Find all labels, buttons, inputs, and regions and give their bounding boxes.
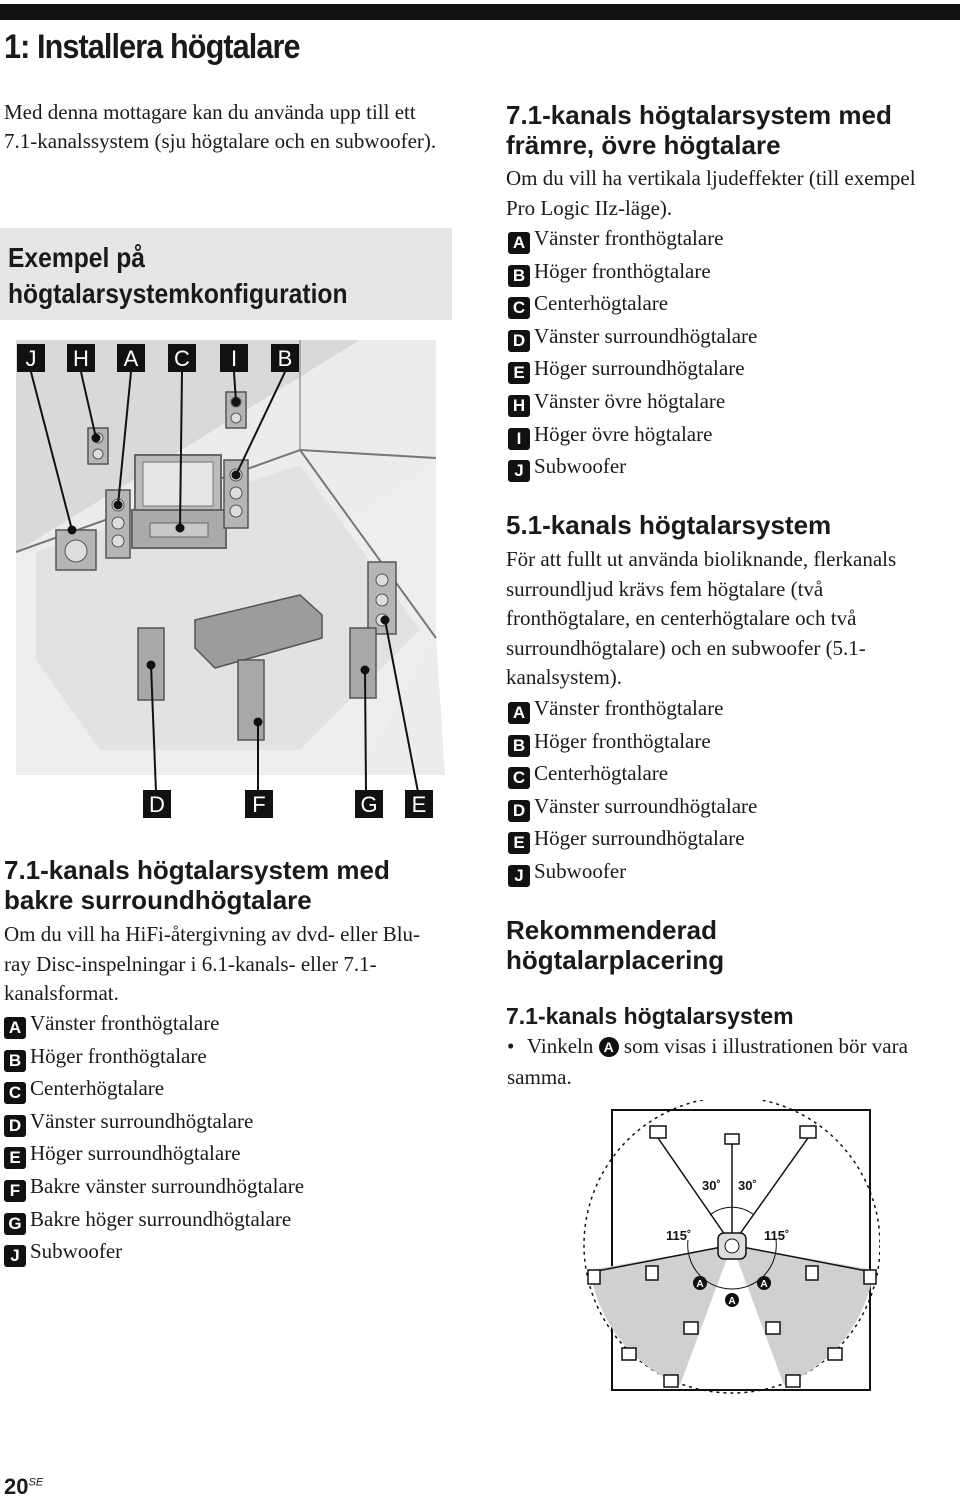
back-surround-list (4, 1007, 304, 1268)
list-item: J Subwoofer (508, 855, 757, 888)
badge-a: A (508, 232, 530, 254)
angle-a-symbol: A (599, 1037, 619, 1057)
example-heading-box (0, 228, 452, 320)
badge-b: B (508, 265, 530, 287)
label-b: B (277, 346, 293, 371)
label-h: H (73, 346, 89, 371)
badge-e: E (508, 832, 530, 854)
badge-d: D (4, 1115, 26, 1137)
badge-d: D (508, 800, 530, 822)
angle-30-right: 30˚ (738, 1178, 757, 1193)
badge-a: A (4, 1017, 26, 1039)
back-surround-text: Om du vill ha HiFi-återgivning av dvd- eller Blu-ray Disc-inspelningar i 6.1-kanals- eller 7.1-kanalsformat. (4, 922, 421, 1005)
recommended-heading: Rekommenderad högtalarplacering (506, 915, 725, 975)
badge-e: E (508, 362, 530, 384)
list-item: J Subwoofer (508, 450, 757, 483)
badge-c: C (4, 1082, 26, 1104)
label-a: A (123, 346, 139, 371)
list-item: E Höger surroundhögtalare (508, 822, 757, 855)
label-g: G (360, 792, 378, 817)
label-j: J (25, 346, 37, 371)
list-item: G Bakre höger surroundhögtalare (4, 1203, 304, 1236)
list-item: B Höger fronthögtalare (508, 255, 757, 288)
front-high-heading: 7.1-kanals högtalarsystem med främre, övre högtalare (506, 100, 892, 160)
badge-e: E (4, 1147, 26, 1169)
list-item: F Bakre vänster surroundhögtalare (4, 1170, 304, 1203)
list-item: E Höger surroundhögtalare (508, 352, 757, 385)
recommended-subheading: 7.1-kanals högtalarsystem (506, 1003, 794, 1029)
label-i: I (230, 346, 238, 371)
label-c: C (174, 346, 190, 371)
badge-j: J (508, 865, 530, 887)
list-item: B Höger fronthögtalare (4, 1040, 304, 1073)
list-item: D Vänster surroundhögtalare (508, 790, 757, 823)
list-item: A Vänster fronthögtalare (508, 222, 757, 255)
angle-marker-a: A (760, 1279, 768, 1290)
badge-h: H (508, 395, 530, 417)
list-item: I Höger övre högtalare (508, 418, 757, 451)
intro-text: Med denna mottagare kan du använda upp till ett 7.1-kanalssystem (sju högtalare och en subwoofer). (4, 100, 437, 153)
list-item: C Centerhögtalare (508, 287, 757, 320)
example-heading: Exempel på högtalarsystemkonfiguration (8, 242, 348, 309)
badge-f: F (4, 1180, 26, 1202)
list-item: A Vänster fronthögtalare (508, 692, 757, 725)
angle-marker-a: A (728, 1296, 736, 1307)
badge-d: D (508, 330, 530, 352)
badge-a: A (508, 702, 530, 724)
five-one-heading: 5.1-kanals högtalarsystem (506, 510, 832, 540)
five-one-list (508, 692, 757, 888)
angle-115-right: 115˚ (764, 1228, 790, 1243)
badge-b: B (508, 735, 530, 757)
back-surround-heading: 7.1-kanals högtalarsystem med bakre surroundhögtalare (4, 855, 390, 915)
front-high-list (508, 222, 757, 483)
angle-marker-a: A (696, 1279, 704, 1290)
list-item: H Vänster övre högtalare (508, 385, 757, 418)
speaker-placement-diagram (560, 1100, 880, 1400)
page-number: $20^{SE}$ (4, 1474, 44, 1499)
badge-j: J (508, 460, 530, 482)
list-item: D Vänster surroundhögtalare (508, 320, 757, 353)
list-item: E Höger surroundhögtalare (4, 1137, 304, 1170)
badge-c: C (508, 767, 530, 789)
badge-g: G (4, 1213, 26, 1235)
list-item: J Subwoofer (4, 1235, 304, 1268)
front-high-text: Om du vill ha vertikala ljudeffekter (till exempel Pro Logic IIz-läge). (506, 166, 916, 220)
label-e: E (411, 792, 427, 817)
list-item: C Centerhögtalare (4, 1072, 304, 1105)
label-f: F (252, 792, 266, 817)
five-one-text: För att fullt ut använda bioliknande, flerkanals surroundljud krävs fem högtalare (två fronthögtalare, en centerhögtalare och två surroundhögtalare) och en subwoofer (5.1-kanalsystem). (506, 547, 897, 689)
page-title: 1: Installera högtalare (4, 28, 300, 66)
badge-j: J (4, 1245, 26, 1267)
speaker-room-illustration (0, 330, 452, 830)
badge-b: B (4, 1050, 26, 1072)
top-rule (0, 4, 960, 20)
list-item: C Centerhögtalare (508, 757, 757, 790)
bullet-dot: • (507, 1034, 515, 1058)
badge-c: C (508, 297, 530, 319)
list-item: D Vänster surroundhögtalare (4, 1105, 304, 1138)
label-d: D (149, 792, 165, 817)
angle-30-left: 30˚ (702, 1178, 721, 1193)
recommended-bullet: • Vinkeln A som visas i illustrationen bör vara samma. (507, 1031, 947, 1093)
list-item: B Höger fronthögtalare (508, 725, 757, 758)
badge-i: I (508, 428, 530, 450)
angle-115-left: 115˚ (666, 1228, 692, 1243)
list-item: A Vänster fronthögtalare (4, 1007, 304, 1040)
